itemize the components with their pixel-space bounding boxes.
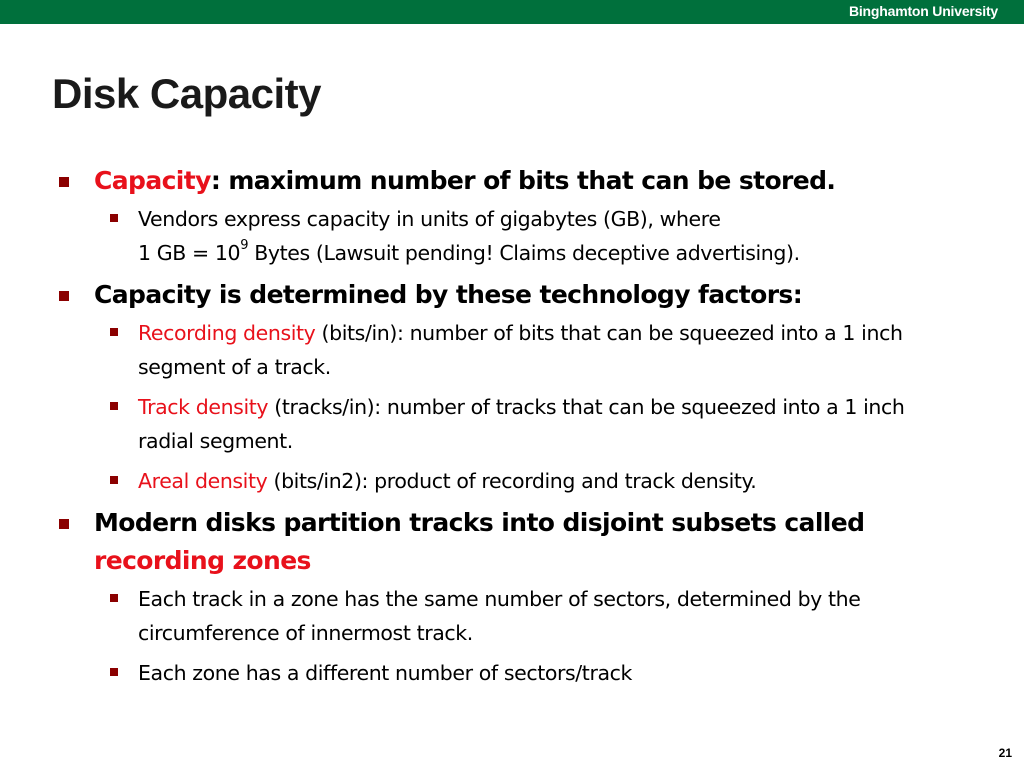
slide-content xyxy=(56,162,956,696)
slide-title: Disk Capacity xyxy=(52,70,321,117)
bullet-modern-disks xyxy=(56,504,956,580)
vendors-text-line2: 1 GB = 10 xyxy=(138,241,241,265)
areal-density-definition: (bits/in2): product of recording and track density. xyxy=(267,469,757,493)
square-bullet-icon xyxy=(59,177,69,187)
bullet-recording-density xyxy=(56,316,956,384)
bullet-areal-density xyxy=(56,464,956,498)
track-density-term: Track density xyxy=(138,395,269,419)
square-bullet-icon xyxy=(59,291,69,301)
vendors-text-line2-rest: Bytes (Lawsuit pending! Claims deceptive advertising). xyxy=(248,241,800,265)
vendors-text-line1: Vendors express capacity in units of gigabytes (GB), where xyxy=(138,207,721,231)
square-bullet-icon xyxy=(59,519,69,529)
bullet-same-sectors xyxy=(56,582,956,650)
capacity-term: Capacity xyxy=(94,166,211,195)
square-bullet-icon xyxy=(110,214,118,222)
bullet-different-sectors xyxy=(56,656,956,690)
square-bullet-icon xyxy=(110,668,118,676)
page-number: 21 xyxy=(998,746,1012,760)
modern-disks-text: Modern disks partition tracks into disjoint subsets called xyxy=(94,508,865,537)
square-bullet-icon xyxy=(110,476,118,484)
recording-zones-term: recording zones xyxy=(94,546,311,575)
bullet-vendors xyxy=(56,202,956,270)
factors-text: Capacity is determined by these technology factors: xyxy=(94,280,803,309)
square-bullet-icon xyxy=(110,328,118,336)
header-bar xyxy=(0,0,1024,24)
bullet-track-density xyxy=(56,390,956,458)
recording-density-term: Recording density xyxy=(138,321,316,345)
square-bullet-icon xyxy=(110,402,118,410)
same-sectors-text: Each track in a zone has the same number of sectors, determined by the circumference of innermost track. xyxy=(138,587,861,645)
bullet-factors xyxy=(56,276,956,314)
areal-density-term: Areal density xyxy=(138,469,268,493)
square-bullet-icon xyxy=(110,594,118,602)
org-name: Binghamton University xyxy=(848,3,998,19)
different-sectors-text: Each zone has a different number of sectors/track xyxy=(138,661,632,685)
recording-density-definition: (bits/in): number of bits that can be squeezed into a 1 inch segment of a track. xyxy=(138,321,903,379)
track-density-definition: (tracks/in): number of tracks that can be squeezed into a 1 inch radial segment. xyxy=(138,395,905,453)
bullet-capacity xyxy=(56,162,956,200)
capacity-definition: : maximum number of bits that can be stored. xyxy=(210,166,836,195)
vendors-exponent: 9 xyxy=(240,238,249,254)
